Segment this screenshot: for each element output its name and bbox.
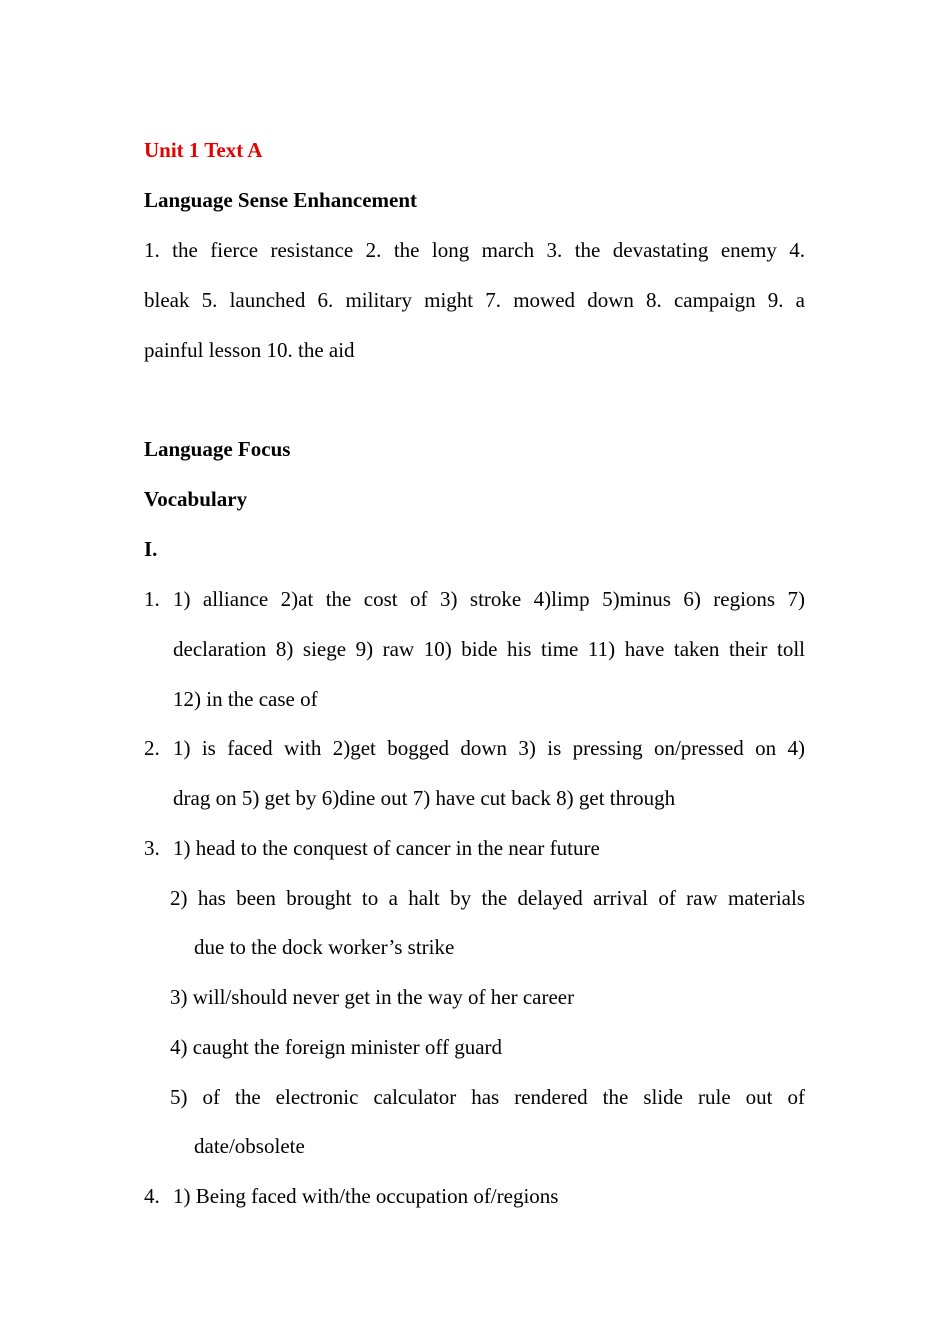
item-3-answer-3: 3) will/should never get in the way of her career [170, 985, 575, 1009]
item-4-line-1: 1) Being faced with/the occupation of/regions [173, 1184, 559, 1208]
subsection-title-vocabulary: Vocabulary [144, 487, 248, 511]
item-3-answer-2-line-2: due to the dock worker’s strike [194, 935, 455, 959]
unit-heading: Unit 1 Text A [144, 138, 263, 162]
lse-answers-line-2: bleak 5. launched 6. military might 7. mowed down 8. campaign 9. a [144, 288, 805, 312]
item-1-line-3: 12) in the case of [173, 687, 318, 711]
item-3-answer-2-line-1: 2) has been brought to a halt by the delayed arrival of raw materials [170, 886, 805, 910]
item-1-line-2: declaration 8) siege 9) raw 10) bide his time 11) have taken their toll [173, 637, 805, 661]
item-3-answer-1: 1) head to the conquest of cancer in the near future [173, 836, 600, 860]
exercise-number-roman: I. [144, 537, 158, 561]
item-1-line-1: 1) alliance 2)at the cost of 3) stroke 4)limp 5)minus 6) regions 7) [173, 587, 805, 611]
item-number-1: 1. [144, 587, 160, 611]
item-3-answer-4: 4) caught the foreign minister off guard [170, 1035, 503, 1059]
item-2-line-2: drag on 5) get by 6)dine out 7) have cut back 8) get through [173, 786, 676, 810]
item-number-3: 3. [144, 836, 160, 860]
item-3-answer-5-line-1: 5) of the electronic calculator has rendered the slide rule out of [170, 1085, 805, 1109]
item-number-2: 2. [144, 736, 160, 760]
item-2-line-1: 1) is faced with 2)get bogged down 3) is pressing on/pressed on 4) [173, 736, 805, 760]
lse-answers-line-1: 1. the fierce resistance 2. the long march 3. the devastating enemy 4. [144, 238, 805, 262]
item-number-4: 4. [144, 1184, 160, 1208]
section-title-language-sense: Language Sense Enhancement [144, 188, 418, 212]
item-3-answer-5-line-2: date/obsolete [194, 1134, 305, 1158]
section-title-language-focus: Language Focus [144, 437, 291, 461]
lse-answers-line-3: painful lesson 10. the aid [144, 338, 355, 362]
